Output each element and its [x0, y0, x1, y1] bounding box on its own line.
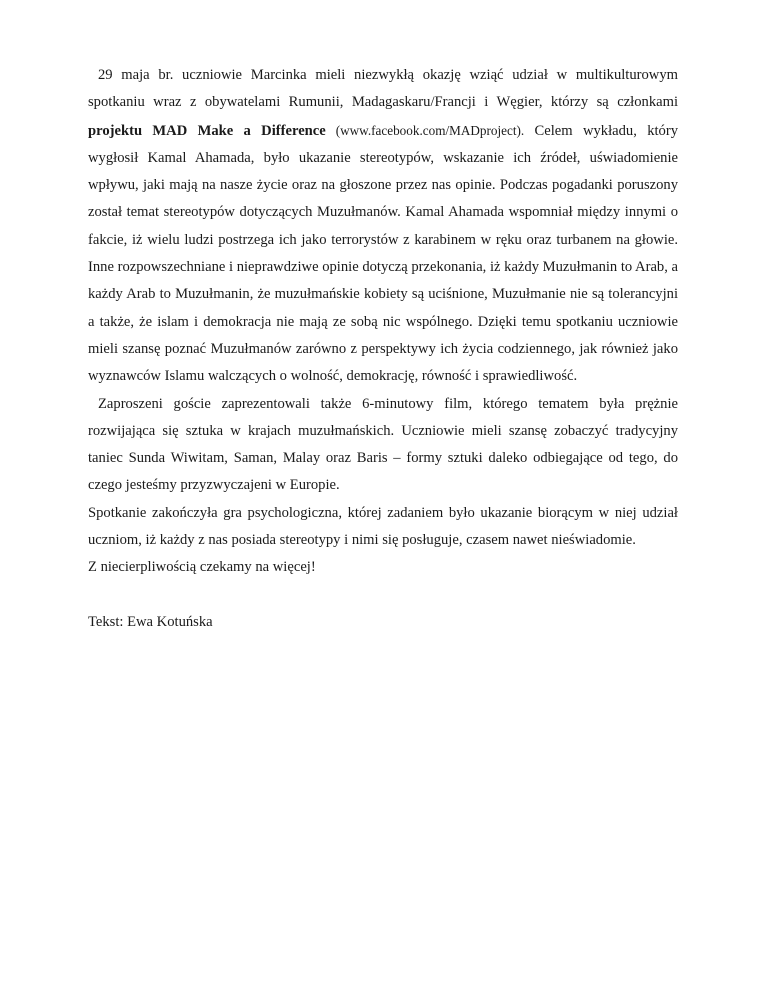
paragraph-meeting-intro: 29 maja br. uczniowie Marcinka mieli niezwykłą okazję wziąć udział w multikulturowym spotkaniu wraz z obywatelami Rumunii, Madagaskaru/Francji i Węgier, którzy są członkami [88, 67, 678, 111]
paragraph-film: Zaproszeni goście zaprezentowali także 6-minutowy film, którego tematem była prężnie rozwijająca się sztuka w krajach muzułmańskich. Uczniowie mieli szansę zobaczyć tradycyjny taniec Sunda Wiwitam, Saman, Malay oraz Baris – formy sztuki daleko odbiegające od tego, do czego jesteśmy przyzwyczajeni w Europie. [88, 395, 678, 494]
paragraph-meeting-body: Celem wykładu, który wygłosił Kamal Ahamada, było ukazanie stereotypów, wskazanie ich źródeł, uświadomienie wpływu, jaki mają na nasze życie oraz na głoszone przez nas opinie. Podczas pogadanki poruszony został temat stereotypów dotyczących Muzułmanów. Kamal Ahamada wspomniał między innymi o fakcie, iż wielu ludzi postrzega ich jako terrorystów z karabinem w ręku oraz turbanem na głowie. Inne rozpowszechniane i nieprawdziwe opinie dotyczą przekonania, iż każdy Muzułmanin to Arab, a każdy Arab to Muzułmanin, że muzułmańskie kobiety są uciśnione, Muzułmanie nie są tolerancyjni a także, że islam i demokracja nie mają ze sobą nic wspólnego. Dzięki temu spotkaniu uczniowie mieli szansę poznać Muzułmanów zarówno z perspektywy ich życia codziennego, jak również jako wyznawców Islamu walczących o wolność, demokrację, równość i sprawiedliwość. [88, 122, 679, 385]
author-credit: Tekst: Ewa Kotuńska [88, 613, 213, 630]
paragraph-meeting [88, 62, 678, 391]
article-body [88, 62, 678, 636]
paragraph-closing: Z niecierpliwością czekamy na więcej! [88, 559, 316, 576]
paragraph-game: Spotkanie zakończyła gra psychologiczna, której zadaniem było ukazanie biorącym w niej udział uczniom, iż każdy z nas posiada stereotypy i nimi się posługuje, czasem nawet nieświadomie. [88, 504, 678, 549]
blank-line [88, 582, 678, 609]
project-url: (www.facebook.com/MADproject). [325, 122, 525, 138]
project-name: projektu MAD Make a Difference [88, 122, 326, 139]
